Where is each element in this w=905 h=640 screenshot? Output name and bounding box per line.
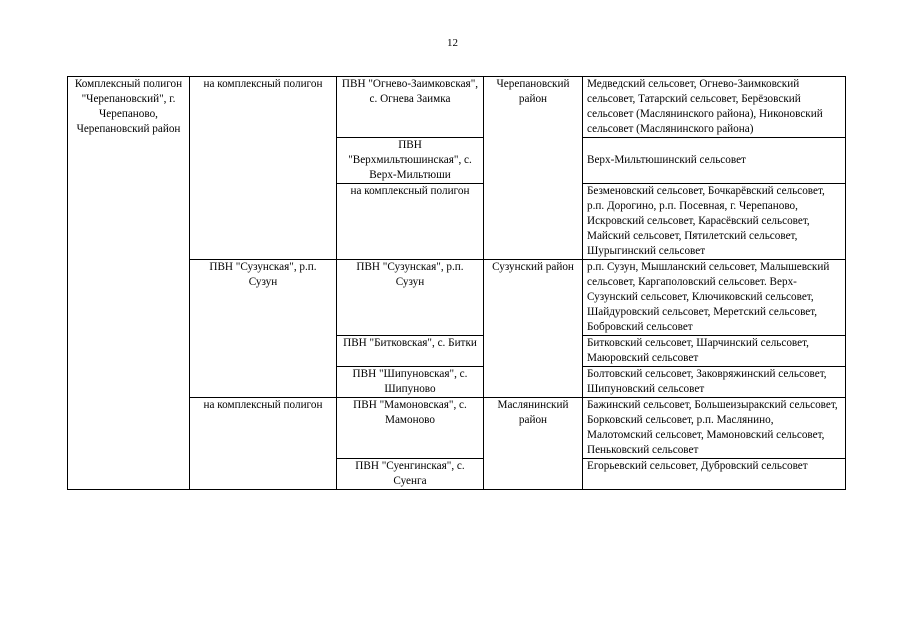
point-cell: на комплексный полигон bbox=[337, 184, 484, 260]
district-cell: Маслянинский район bbox=[484, 398, 583, 490]
councils-cell: Бажинский сельсовет, Большеизыракский сельсовет, Борковский сельсовет, р.п. Маслянино, Малотомский сельсовет, Мамоновский сельсовет, Пеньковский сельсовет bbox=[583, 398, 846, 459]
point-cell: ПВН "Битковская", с. Битки bbox=[337, 336, 484, 367]
councils-cell: р.п. Сузун, Мышланский сельсовет, Малышевский сельсовет, Каргаполовский сельсовет. Верх-Сузунский сельсовет, Ключиковский сельсовет, Шайдуровский сельсовет, Меретский сельсовет, Бобровский сельсовет bbox=[583, 260, 846, 336]
councils-cell: Безменовский сельсовет, Бочкарёвский сельсовет, р.п. Дорогино, р.п. Посевная, г. Черепаново, Искровский сельсовет, Карасёвский сельсовет, Майский сельсовет, Пятилетский сельсовет, Шурыгинский сельсовет bbox=[583, 184, 846, 260]
table-row bbox=[68, 77, 846, 138]
direction-cell: на комплексный полигон bbox=[190, 398, 337, 490]
polygon-cell: Комплексный полигон "Черепановский", г. Черепаново, Черепановский район bbox=[68, 77, 190, 490]
point-cell: ПВН "Суенгинская", с. Суенга bbox=[337, 459, 484, 490]
page-number: 12 bbox=[447, 37, 458, 49]
councils-cell: Егорьевский сельсовет, Дубровский сельсовет bbox=[583, 459, 846, 490]
councils-cell: Медведский сельсовет, Огнево-Заимковский сельсовет, Татарский сельсовет, Берёзовский сельсовет (Маслянинского района), Никоновский сельсовет (Маслянинского района) bbox=[583, 77, 846, 138]
point-cell: ПВН "Шипуновская", с. Шипуново bbox=[337, 367, 484, 398]
point-cell: ПВН "Сузунская", р.п. Сузун bbox=[337, 260, 484, 336]
districts-table bbox=[67, 76, 846, 490]
councils-cell: Верх-Мильтюшинский сельсовет bbox=[583, 138, 846, 184]
councils-cell: Битковский сельсовет, Шарчинский сельсовет, Маюровский сельсовет bbox=[583, 336, 846, 367]
councils-cell: Болтовский сельсовет, Заковряжинский сельсовет, Шипуновский сельсовет bbox=[583, 367, 846, 398]
point-cell: ПВН "Верхмильтюшинская", с. Верх-Мильтюши bbox=[337, 138, 484, 184]
point-cell: ПВН "Огнево-Заимковская", с. Огнева Заимка bbox=[337, 77, 484, 138]
direction-cell: ПВН "Сузунская", р.п. Сузун bbox=[190, 260, 337, 398]
direction-cell: на комплексный полигон bbox=[190, 77, 337, 260]
point-cell: ПВН "Мамоновская", с. Мамоново bbox=[337, 398, 484, 459]
district-cell: Сузунский район bbox=[484, 260, 583, 398]
district-cell: Черепановский район bbox=[484, 77, 583, 260]
